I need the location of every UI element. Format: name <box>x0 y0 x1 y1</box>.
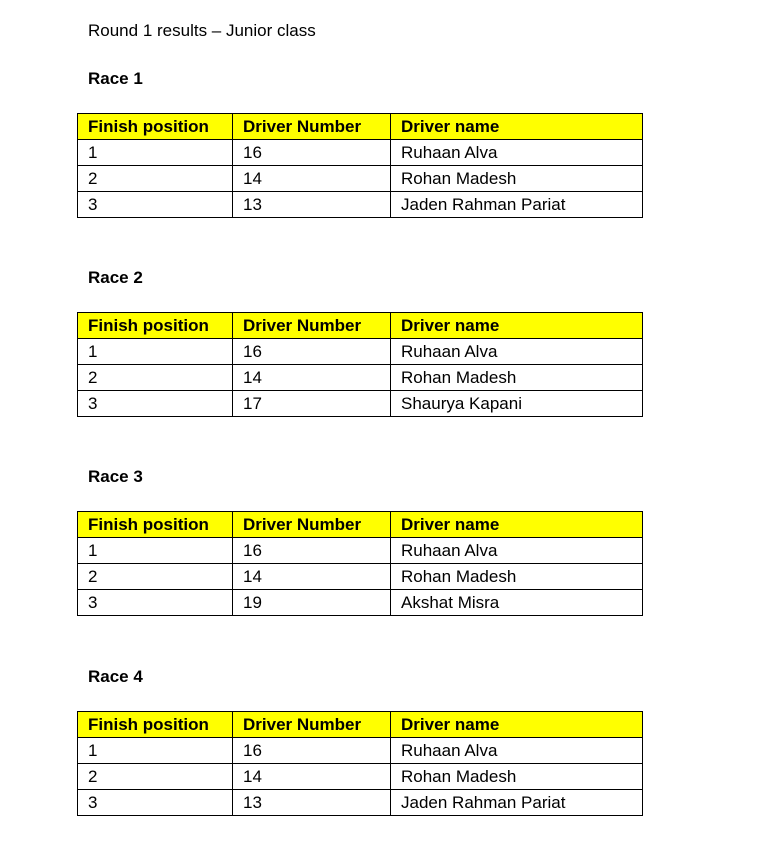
finish-position-cell: 3 <box>78 192 233 218</box>
driver-number-cell: 16 <box>233 738 391 764</box>
driver-number-cell: 13 <box>233 790 391 816</box>
finish-position-cell: 1 <box>78 738 233 764</box>
driver-number-cell: 19 <box>233 590 391 616</box>
driver-number-cell: 13 <box>233 192 391 218</box>
race-3-heading: Race 3 <box>88 467 143 486</box>
driver-number-cell: 14 <box>233 166 391 192</box>
driver-number-cell: 14 <box>233 365 391 391</box>
table-row <box>78 538 643 564</box>
driver-number-cell: 14 <box>233 764 391 790</box>
driver-name-header: Driver name <box>391 712 643 738</box>
table-row <box>78 192 643 218</box>
finish-position-cell: 3 <box>78 391 233 417</box>
finish-position-header: Finish position <box>78 512 233 538</box>
table-header-row <box>78 114 643 140</box>
finish-position-header: Finish position <box>78 114 233 140</box>
driver-number-cell: 16 <box>233 538 391 564</box>
table-row <box>78 590 643 616</box>
table-row <box>78 166 643 192</box>
finish-position-cell: 2 <box>78 365 233 391</box>
driver-number-cell: 14 <box>233 564 391 590</box>
driver-name-cell: Ruhaan Alva <box>391 738 643 764</box>
driver-number-cell: 16 <box>233 339 391 365</box>
driver-name-cell: Rohan Madesh <box>391 166 643 192</box>
driver-name-cell: Rohan Madesh <box>391 764 643 790</box>
table-row <box>78 140 643 166</box>
driver-name-cell: Ruhaan Alva <box>391 538 643 564</box>
driver-name-cell: Akshat Misra <box>391 590 643 616</box>
finish-position-cell: 1 <box>78 538 233 564</box>
race-2-heading: Race 2 <box>88 268 143 287</box>
table-row <box>78 365 643 391</box>
race-1-heading: Race 1 <box>88 69 143 88</box>
driver-number-header: Driver Number <box>233 313 391 339</box>
race-4-heading: Race 4 <box>88 667 143 686</box>
table-row <box>78 738 643 764</box>
finish-position-cell: 2 <box>78 166 233 192</box>
finish-position-cell: 2 <box>78 764 233 790</box>
driver-name-cell: Jaden Rahman Pariat <box>391 192 643 218</box>
finish-position-header: Finish position <box>78 313 233 339</box>
table-row <box>78 391 643 417</box>
race-3-results-table <box>77 511 643 616</box>
driver-name-cell: Ruhaan Alva <box>391 140 643 166</box>
table-row <box>78 764 643 790</box>
driver-name-cell: Jaden Rahman Pariat <box>391 790 643 816</box>
race-4-results-table <box>77 711 643 816</box>
finish-position-cell: 3 <box>78 790 233 816</box>
table-row <box>78 339 643 365</box>
driver-number-cell: 16 <box>233 140 391 166</box>
driver-name-cell: Rohan Madesh <box>391 564 643 590</box>
driver-name-header: Driver name <box>391 313 643 339</box>
table-header-row <box>78 712 643 738</box>
driver-name-header: Driver name <box>391 512 643 538</box>
finish-position-cell: 1 <box>78 140 233 166</box>
driver-name-cell: Shaurya Kapani <box>391 391 643 417</box>
table-header-row <box>78 512 643 538</box>
page-title: Round 1 results – Junior class <box>88 21 316 40</box>
driver-number-header: Driver Number <box>233 712 391 738</box>
finish-position-cell: 3 <box>78 590 233 616</box>
finish-position-cell: 1 <box>78 339 233 365</box>
table-row <box>78 790 643 816</box>
table-row <box>78 564 643 590</box>
driver-name-cell: Rohan Madesh <box>391 365 643 391</box>
driver-number-header: Driver Number <box>233 114 391 140</box>
driver-name-cell: Ruhaan Alva <box>391 339 643 365</box>
finish-position-cell: 2 <box>78 564 233 590</box>
table-header-row <box>78 313 643 339</box>
race-2-results-table <box>77 312 643 417</box>
driver-number-cell: 17 <box>233 391 391 417</box>
driver-number-header: Driver Number <box>233 512 391 538</box>
finish-position-header: Finish position <box>78 712 233 738</box>
race-1-results-table <box>77 113 643 218</box>
driver-name-header: Driver name <box>391 114 643 140</box>
